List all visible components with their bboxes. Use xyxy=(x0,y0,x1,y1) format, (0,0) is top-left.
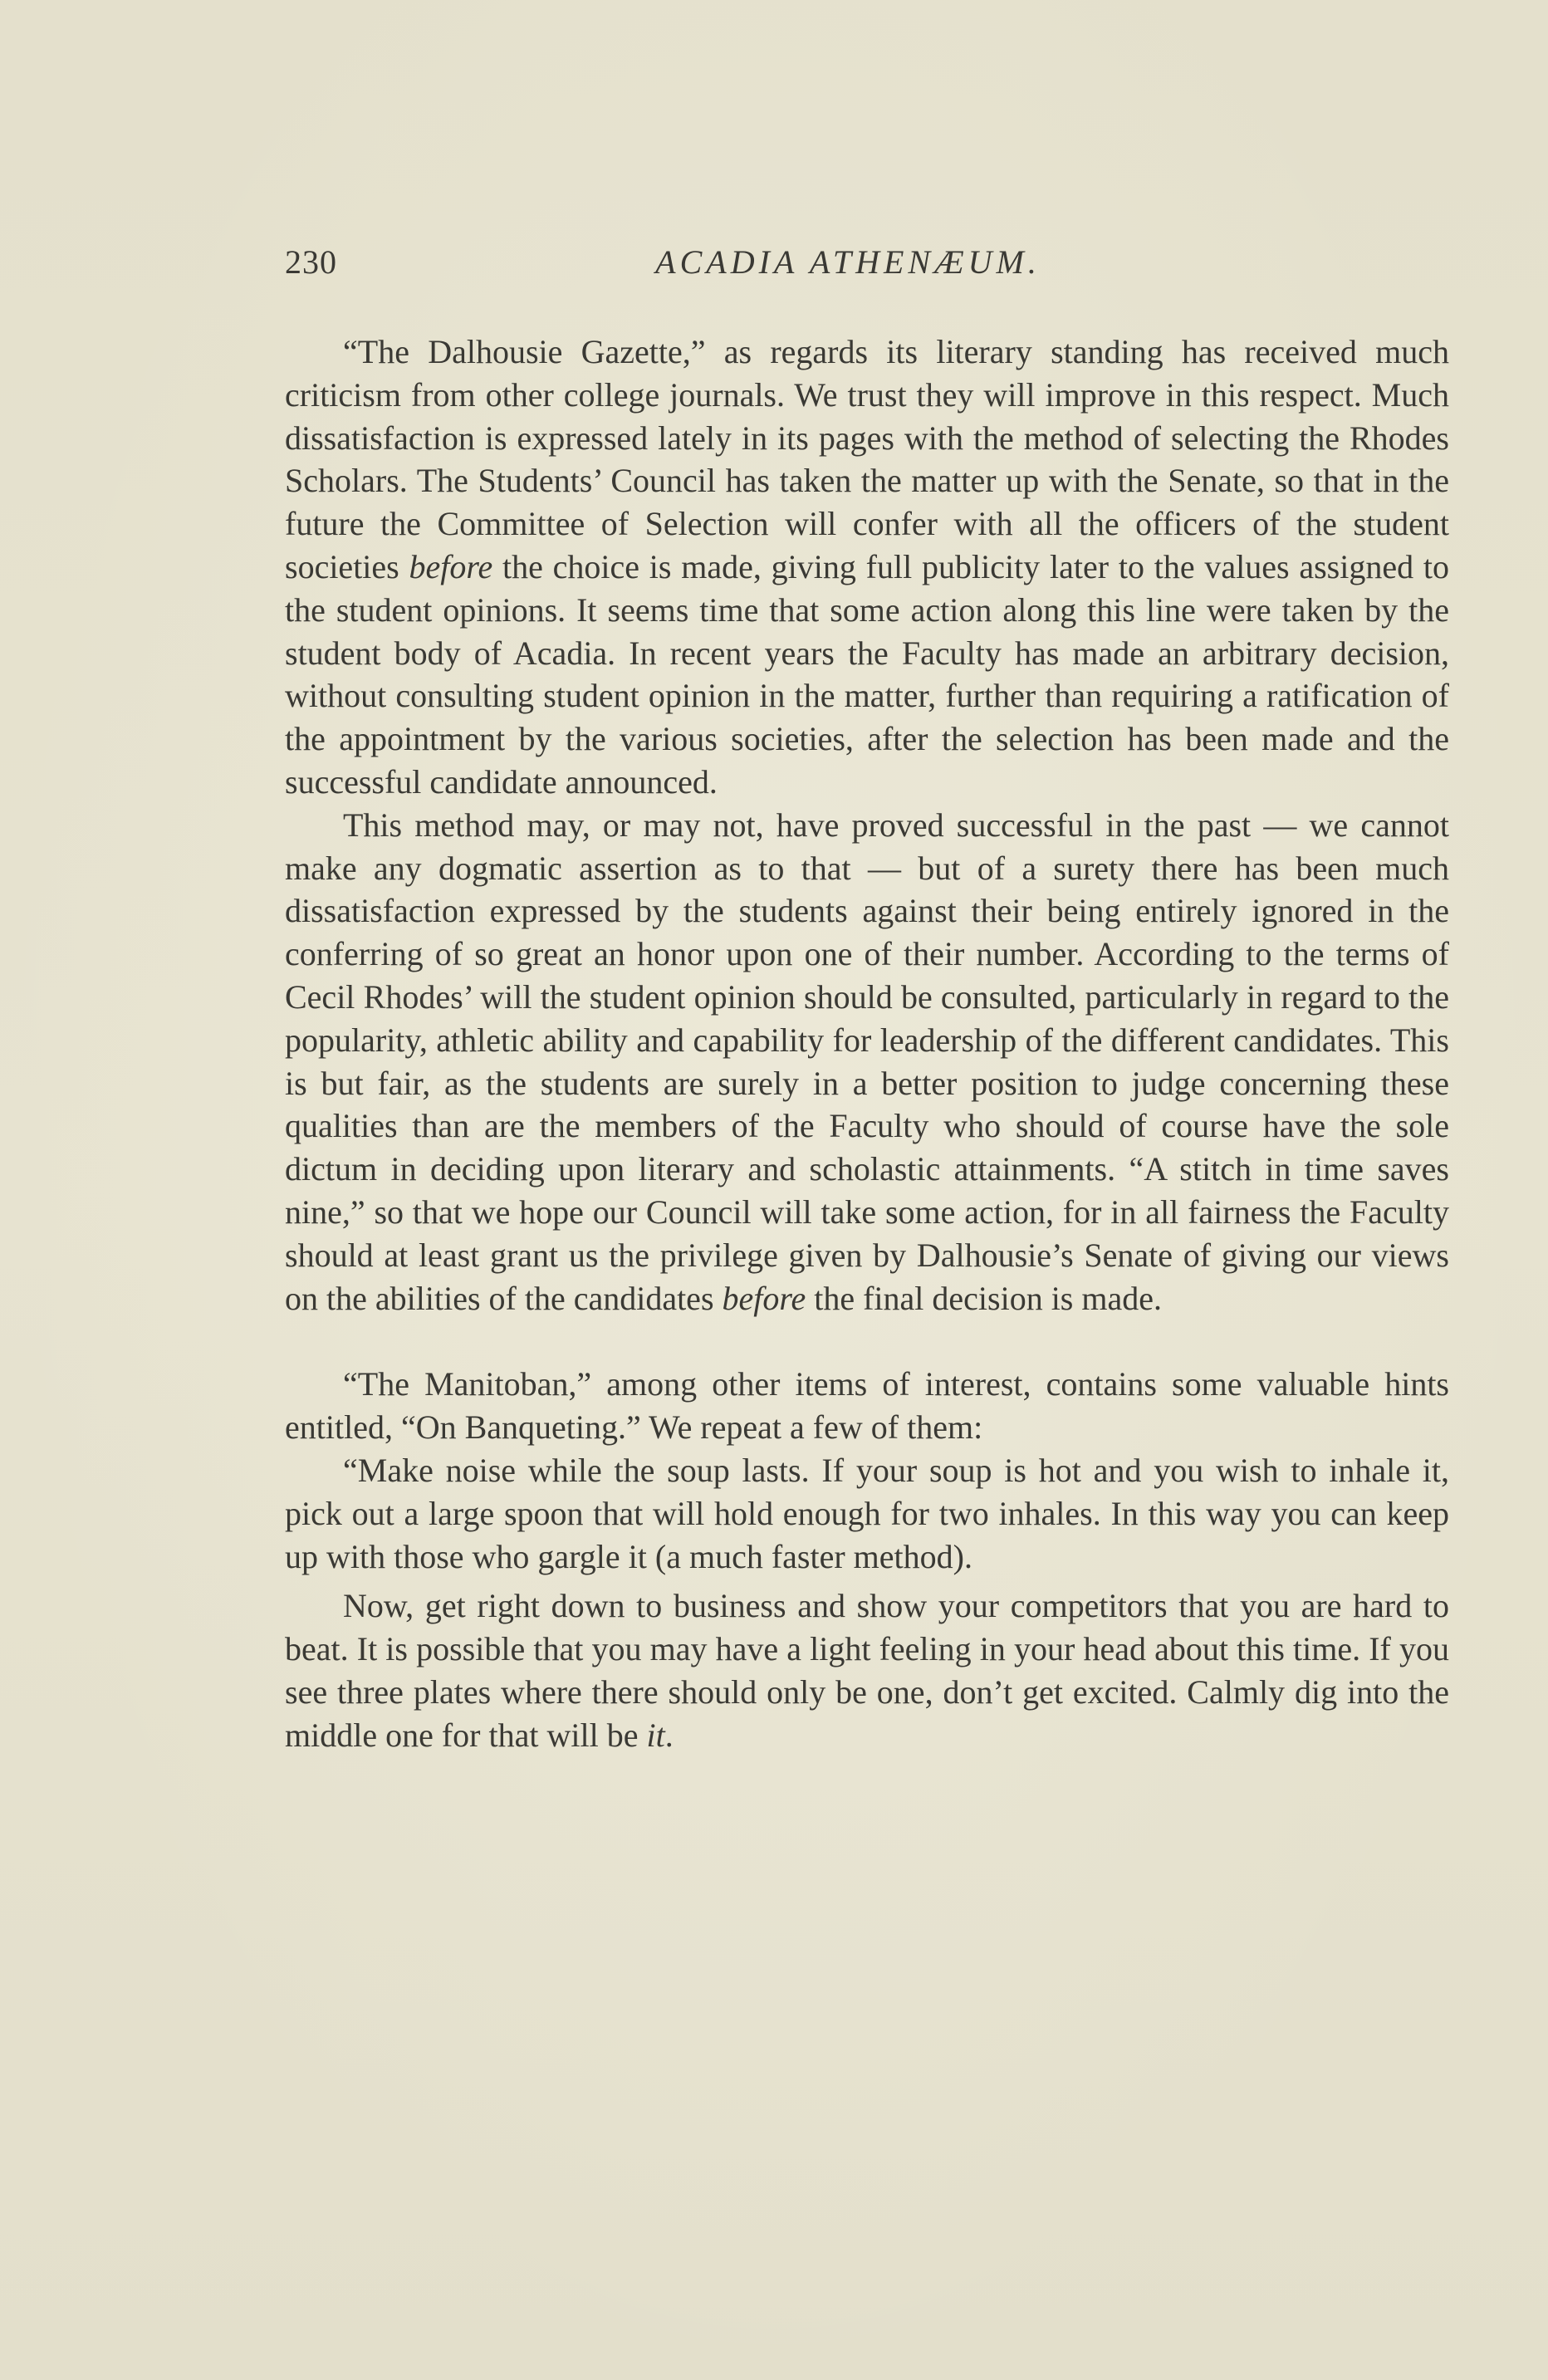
emphasis-before: before xyxy=(722,1279,806,1317)
paragraph-text: Now, get right down to business and show your competitors that you are hard to beat. It is possible that you may have a light feeling in your head about this time. If you see three plates where there should only be one, don’t get excited. Calmly dig into the middle one for that will be xyxy=(285,1587,1449,1754)
paragraph-text: This method may, or may not, have proved successful in the past — we cannot make any dogmatic assertion as to that — but of a surety there has been much dissatisfaction expressed by the students against their being entirely ignored in the conferring of so great an honor upon one of their number. According to the terms of Cecil Rhodes’ will the student opinion should be consulted, particularly in regard to the popularity, athletic ability and capability for leadership of the different candidates. This is but fair, as the students are surely in a better position to judge concerning these qualities than are the members of the Faculty who should of course have the sole dictum in deciding upon literary and scholastic attainments. “A stitch in time saves nine,” so that we hope our Council will take some action, for in all fairness the Faculty should at least grant us the privilege given by Dalhousie’s Senate of giving our views on the abilities of the candidates xyxy=(285,806,1449,1317)
paragraph-text: “Make noise while the soup lasts. If your soup is hot and you wish to inhale it, pick out a large spoon that will hold enough for two inhales. In this way you can keep up with those who gargle it (a much faster method). xyxy=(285,1451,1449,1575)
emphasis-it: it xyxy=(646,1716,665,1754)
page-number: 230 xyxy=(285,243,337,281)
paragraph-text: “The Dalhousie Gazette,” as regards its literary standing has received much criticism from other college journals. We trust they will improve in this respect. Much dissatisfaction is expressed lately in its pages with the method of selecting the Rhodes Scholars. The Students’ Council has taken the matter up with the Senate, so that in the future the Committee of Selection will confer with all the officers of the student societies xyxy=(285,333,1449,585)
paragraph-text: “The Manitoban,” among other items of interest, contains some valuable hints entitled, “On Banqueting.” We repeat a few of them: xyxy=(285,1365,1449,1447)
emphasis-before: before xyxy=(409,547,493,585)
paragraph-dalhousie-gazette xyxy=(285,331,1449,804)
paragraph-rhodes-method xyxy=(285,804,1449,1320)
paragraph-business-hint xyxy=(285,1584,1449,1756)
paragraph-text: . xyxy=(664,1716,674,1754)
paragraph-text: the final decision is made. xyxy=(806,1279,1162,1317)
paragraph-manitoban xyxy=(285,1363,1449,1449)
paragraph-text: the choice is made, giving full publicity later to the values assigned to the student opinions. It seems time that some action along this line were taken by the student body of Acadia. In recent years the Faculty has made an arbitrary decision, without consulting student opinion in the matter, further than requiring a ratification of the appointment by the various societies, after the selection has been made and the successful candidate announced. xyxy=(285,547,1449,801)
running-title: ACADIA ATHENÆUM. xyxy=(655,243,1041,281)
article-body xyxy=(285,331,1449,1757)
paragraph-soup-hint xyxy=(285,1449,1449,1578)
page-header xyxy=(285,242,1448,292)
